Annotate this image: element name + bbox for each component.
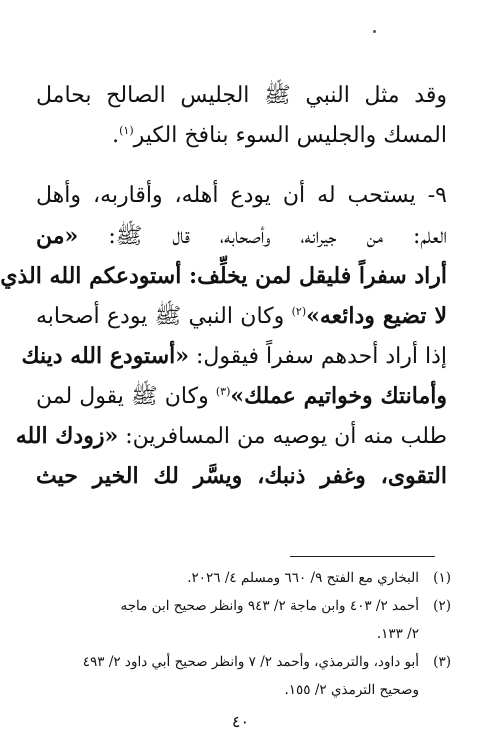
footnote-text: البخاري مع الفتح ٩/ ٦٦٠ ومسلم ٤/ ٢٠٢٦. (187, 570, 419, 586)
text-span: وكان ﷺ يقول لمن (36, 384, 216, 409)
hadith-quote: أراد سفراً فليقل لمن يخلِّف: أستودعكم الله الذي (0, 263, 447, 289)
footnote-ref[interactable]: (٣) (215, 385, 231, 398)
text-span: العلم: من جيرانه، وأصحابه، قال ﷺ: (78, 224, 447, 249)
text-line: ٩- يستحب له أن يودع أهله، وأقاربه، وأهل (36, 183, 447, 208)
text-line: وقد مثل النبي ﷺ الجليس الصالح بحامل (36, 83, 447, 108)
text-span: وكان النبي ﷺ يودع أصحابه (36, 304, 292, 329)
hadith-quote: «زودك الله (15, 423, 119, 449)
footnote-number: (١) (433, 570, 451, 586)
footnote-item (38, 564, 451, 592)
text-span: طلب منه أن يوصيه من المسافرين: (118, 424, 447, 449)
footnote-number: (٣) (433, 654, 451, 670)
page-number: ٤٠ (231, 712, 250, 731)
footnote-ref[interactable]: (٢) (291, 305, 307, 318)
hadith-quote: وأمانتك وخواتيم عملك» (230, 383, 448, 409)
speck-mark (373, 30, 376, 33)
hadith-quote: لا تضيع ودائعه» (306, 303, 447, 329)
text-line (15, 416, 447, 456)
text-span: إذا أراد أحدهم سفراً فيقول: (189, 344, 447, 369)
footnote-text: أحمد ٢/ ٤٠٣ وابن ماجة ٢/ ٩٤٣ وانظر صحيح ابن ماجه (120, 598, 419, 614)
footnote-divider (290, 556, 435, 557)
footnote-ref[interactable]: (١) (119, 124, 134, 137)
text-line (36, 116, 447, 156)
text-line (36, 216, 447, 256)
footnote-text-continued: وصحيح الترمذي ٢/ ١٥٥. (284, 682, 419, 698)
footnote-text-continued: ٢/ ١٣٣. (376, 626, 419, 642)
footnote-number: (٢) (433, 598, 451, 614)
main-text (0, 76, 448, 496)
text-span: المسك والجليس السوء بنافخ الكير (133, 123, 447, 148)
footnote-item (38, 648, 451, 676)
text-line (36, 376, 447, 416)
hadith-quote: «من (36, 223, 79, 249)
footnote-text: أبو داود، والترمذي، وأحمد ٢/ ٧ وانظر صحيح أبي داود ٢/ ٤٩٣ (82, 654, 419, 670)
footnotes (38, 564, 451, 704)
text-line (36, 296, 447, 336)
footnote-item (38, 592, 451, 620)
hadith-quote: «أستودع الله دينك (21, 343, 189, 369)
text-line (21, 336, 447, 376)
period: . (112, 123, 120, 148)
hadith-quote: التقوى، وغفر ذنبك، ويسَّر لك الخير حيث (36, 463, 447, 489)
